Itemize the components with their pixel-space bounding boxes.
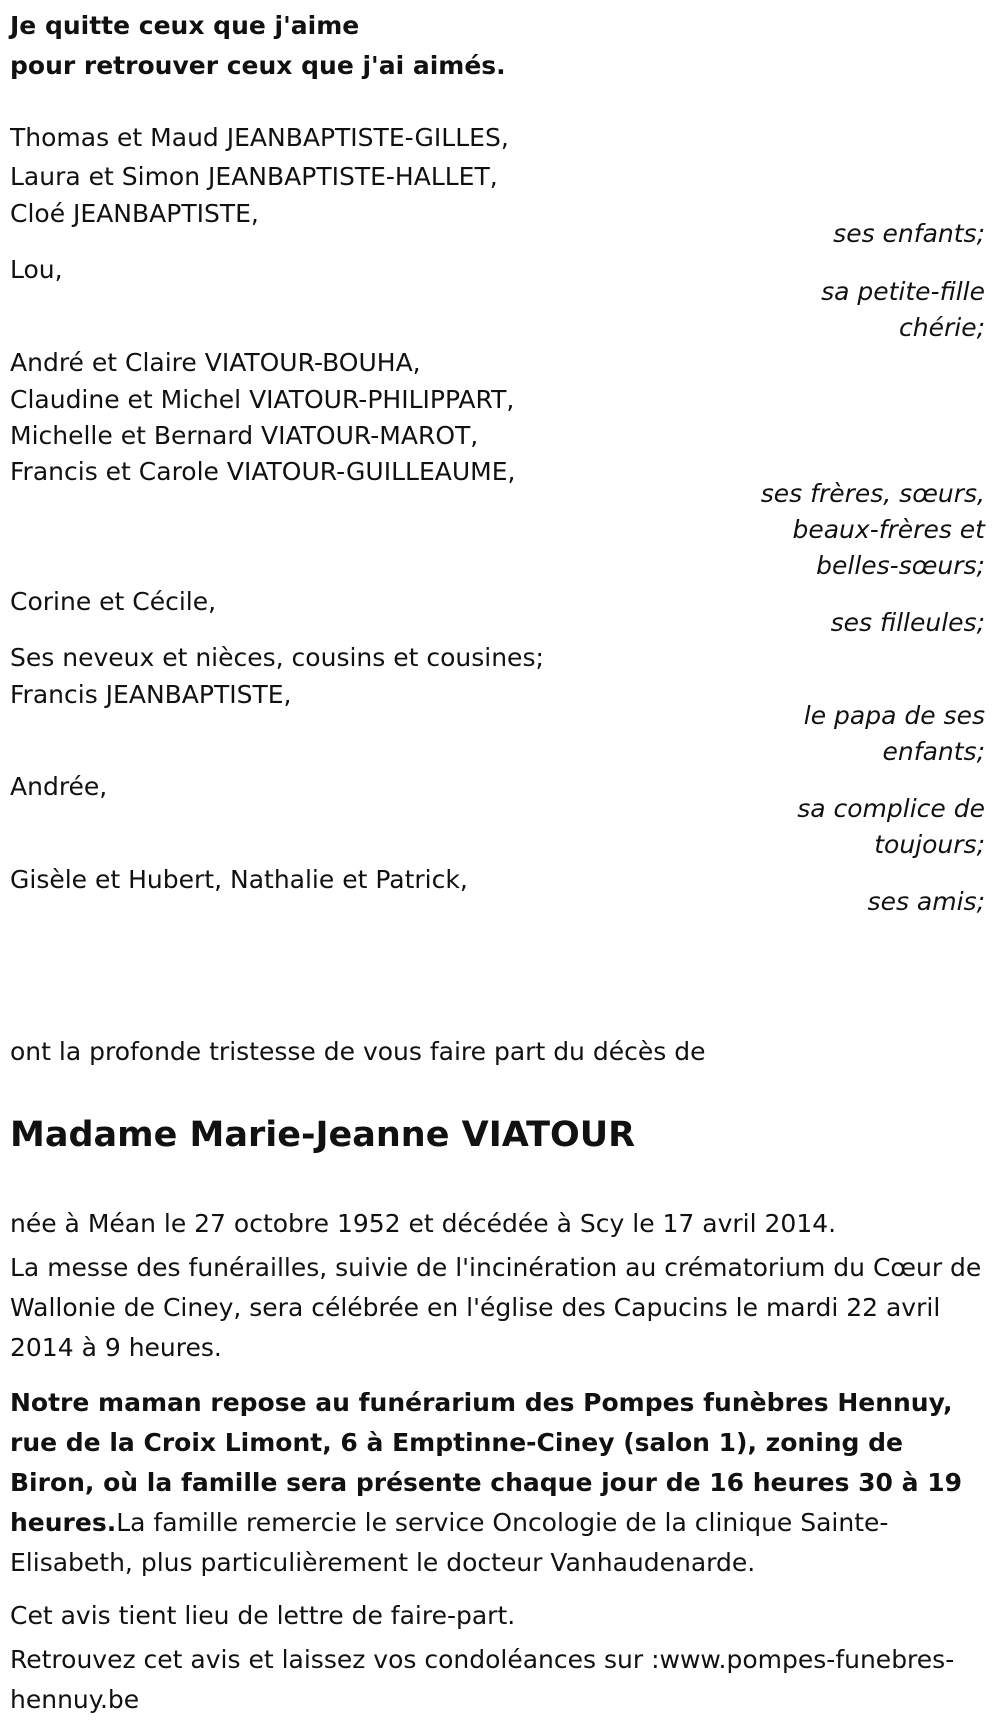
grandchild-name: Lou,: [10, 255, 63, 284]
sibling-family-2: Claudine et Michel VIATOUR-PHILIPPART,: [10, 385, 515, 414]
epigraph-line-2: pour retrouver ceux que j'ai aimés.: [10, 51, 506, 80]
child-family-1: Thomas et Maud JEANBAPTISTE-GILLES,: [10, 123, 509, 152]
announcement-intro: ont la profonde tristesse de vous faire part du décès de: [10, 1037, 706, 1066]
accomplice-relation-line-2: toujours;: [874, 830, 985, 859]
friends-relation: ses amis;: [867, 887, 985, 916]
sibling-family-1: André et Claire VIATOUR-BOUHA,: [10, 348, 421, 377]
epigraph: [10, 6, 950, 86]
friends-name: Gisèle et Hubert, Nathalie et Patrick,: [10, 865, 468, 894]
faire-part-notice: Cet avis tient lieu de lettre de faire-part.: [10, 1601, 516, 1630]
siblings-relation-line-2: beaux-frères et: [792, 515, 985, 544]
grandchild-relation-line-2: chérie;: [899, 313, 985, 342]
siblings-relation-line-3: belles-sœurs;: [816, 551, 985, 580]
viewing-and-thanks: [10, 1383, 985, 1583]
accomplice-name: Andrée,: [10, 772, 108, 801]
funeral-details: La messe des funérailles, suivie de l'incinération au crématorium du Cœur de Wallonie de Ciney, sera célébrée en l'église des Capucins le mardi 22 avril 2014 à 9 heures.: [10, 1253, 982, 1362]
grandchild-relation-line-1: sa petite-fille: [821, 277, 985, 306]
deceased-name: Madame Marie-Jeanne VIATOUR: [10, 1115, 636, 1155]
cousins-line: Ses neveux et nièces, cousins et cousines;: [10, 643, 544, 672]
epigraph-line-1: Je quitte ceux que j'aime: [10, 11, 360, 40]
goddaughters-name: Corine et Cécile,: [10, 587, 217, 616]
goddaughters-relation: ses filleules;: [830, 608, 985, 637]
child-family-2: Laura et Simon JEANBAPTISTE-HALLET,: [10, 162, 498, 191]
sibling-family-4: Francis et Carole VIATOUR-GUILLEAUME,: [10, 457, 516, 486]
viewing-details: Notre maman repose au funérarium des Pompes funèbres Hennuy, rue de la Croix Limont, 6 à Emptinne-Ciney (salon 1), zoning de Biron, où la famille sera présente chaque jour de 16 heures 30 à 19 heures.: [10, 1388, 963, 1537]
siblings-relation-line-1: ses frères, sœurs,: [760, 479, 985, 508]
condolences-notice: Retrouvez cet avis et laissez vos condoléances sur :www.pompes-funebres-hennuy.be: [10, 1645, 955, 1714]
father-relation-line-2: enfants;: [882, 737, 985, 766]
children-relation: ses enfants;: [833, 219, 985, 248]
father-name: Francis JEANBAPTISTE,: [10, 680, 292, 709]
birth-death-details: née à Méan le 27 octobre 1952 et décédée à Scy le 17 avril 2014.: [10, 1209, 837, 1238]
accomplice-relation-line-1: sa complice de: [797, 794, 985, 823]
thanks-details: La famille remercie le service Oncologie de la clinique Sainte-Elisabeth, plus particulièrement le docteur Vanhaudenarde.: [10, 1508, 889, 1577]
father-relation-line-1: le papa de ses: [803, 701, 985, 730]
sibling-family-3: Michelle et Bernard VIATOUR-MAROT,: [10, 421, 479, 450]
child-family-3: Cloé JEANBAPTISTE,: [10, 199, 259, 228]
